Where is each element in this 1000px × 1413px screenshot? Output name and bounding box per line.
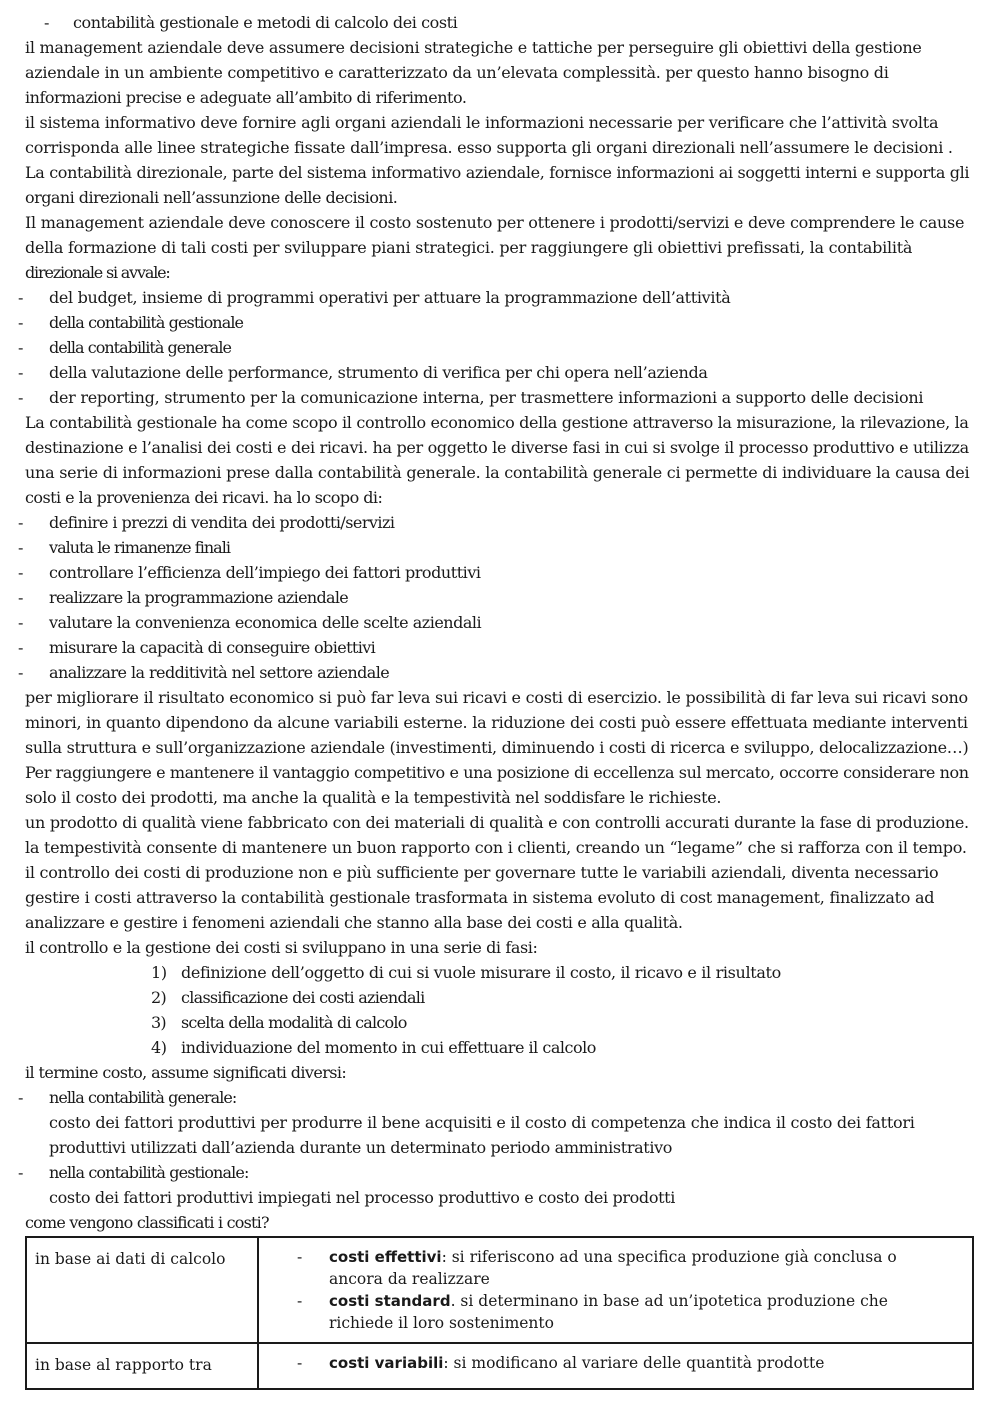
table-cell-items (258, 1343, 973, 1389)
list-item (0, 335, 1000, 360)
bullet-dash: - (297, 1248, 303, 1266)
cost-meaning-line: costo dei fattori produttivi impiegati nel processo produttivo e costo dei prodotti (49, 1188, 676, 1207)
paragraph-line: destinazione e l’analisi dei costi e dei ricavi. ha per oggetto le diverse fasi in cui si svolge il processo produttivo e utilizza (25, 438, 969, 457)
paragraph-line: aziendale in un ambiente competitivo e caratterizzato da un’elevata complessità. per questo hanno bisogno di (25, 63, 889, 82)
table-cell-items (258, 1237, 973, 1343)
phase-text: individuazione del momento in cui effettuare il calcolo (181, 1038, 596, 1057)
phase-text: classificazione dei costi aziendali (181, 988, 425, 1007)
paragraph-line: il sistema informativo deve fornire agli organi aziendali le informazioni necessarie per verificare che l’attività svolta (25, 113, 939, 132)
cost-term-separator: . (450, 1292, 456, 1310)
list-item (0, 310, 1000, 335)
list-item (0, 635, 1000, 660)
table-list-item (259, 1290, 954, 1334)
bullet-dash: - (18, 338, 23, 357)
table-row (26, 1343, 973, 1389)
paragraph-line: il management aziendale deve assumere decisioni strategiche e tattiche per perseguire gli obiettivi della gestione (25, 38, 922, 57)
bullet-dash: - (297, 1292, 303, 1310)
paragraph-line: sulla struttura e sull’organizzazione aziendale (investimenti, diminuendo i costi di ricerca e sviluppo, delocalizzazione…) (25, 738, 969, 757)
paragraph-line: solo il costo dei prodotti, ma anche la qualità e la tempestività nel soddisfare le richieste. (25, 788, 722, 807)
heading-list-item (0, 10, 1000, 35)
paragraph-line: il controllo dei costi di produzione non e più sufficiente per governare tutte le variabili aziendali, diventa necessario (25, 863, 939, 882)
phase-number: 4) (151, 1038, 167, 1057)
cost-classification-table (25, 1236, 974, 1390)
cost-meaning-label-text: nella contabilità generale: (49, 1088, 237, 1107)
paragraph-line: come vengono classificati i costi? (25, 1213, 269, 1232)
list-item (0, 560, 1000, 585)
cost-definition: si modificano al variare delle quantità prodotte (448, 1354, 825, 1372)
paragraph-line: gestire i costi attraverso la contabilità gestionale trasformata in sistema evoluto di cost management, finalizzato ad (25, 888, 935, 907)
paragraph-line: La contabilità direzionale, parte del sistema informativo aziendale, fornisce informazioni ai soggetti interni e supporta gli (25, 163, 970, 182)
phase-number: 1) (151, 963, 167, 982)
list-item-text: der reporting, strumento per la comunicazione interna, per trasmettere informazioni a supporto delle decisioni (49, 388, 924, 407)
document-page (0, 10, 1000, 1374)
table-list-item (259, 1352, 954, 1374)
paragraph-line: Il management aziendale deve conoscere il costo sostenuto per ottenere i prodotti/servizi e deve comprendere le cause (25, 213, 965, 232)
paragraph-line: una serie di informazioni prese dalla contabilità generale. la contabilità generale ci permette di individuare la causa dei (25, 463, 970, 482)
bullet-dash: - (18, 638, 23, 657)
phase-text: definizione dell’oggetto di cui si vuole misurare il costo, il ricavo e il risultato (181, 963, 781, 982)
phase-list-item (0, 960, 1000, 985)
paragraph-line: minori, in quanto dipendono da alcune variabili esterne. la riduzione dei costi può essere effettuata mediante interventi (25, 713, 968, 732)
paragraph-line: il controllo e la gestione dei costi si sviluppano in una serie di fasi: (25, 938, 538, 957)
bullet-dash: - (18, 1088, 23, 1107)
list-item (0, 285, 1000, 310)
bullet-dash: - (18, 1163, 23, 1182)
list-item-text: controllare l’efficienza dell’impiego dei fattori produttivi (49, 563, 481, 582)
cost-meaning-label (0, 1085, 1000, 1110)
list-item-text: valutare la convenienza economica delle scelte aziendali (49, 613, 482, 632)
table-cell-criterion: in base al rapporto tra (26, 1343, 258, 1389)
bullet-dash: - (44, 13, 49, 32)
paragraph-line: Per raggiungere e mantenere il vantaggio competitivo e una posizione di eccellenza sul mercato, occorre considerare non (25, 763, 969, 782)
cost-term: costi standard (329, 1292, 451, 1310)
bullet-dash: - (18, 538, 23, 557)
cost-definition: si determinano in base ad un’ipotetica produzione che richiede il loro sostenimento (329, 1292, 888, 1332)
bullet-dash: - (18, 363, 24, 382)
table-cell-criterion: in base ai dati di calcolo (26, 1237, 258, 1343)
phase-number: 3) (151, 1013, 166, 1032)
table-list-item (259, 1246, 954, 1290)
bullet-dash: - (18, 588, 23, 607)
list-item (0, 510, 1000, 535)
list-item-text: misurare la capacità di conseguire obiettivi (49, 638, 376, 657)
list-item-text: analizzare la redditività nel settore aziendale (49, 663, 390, 682)
list-item (0, 535, 1000, 560)
cost-meaning-label-text: nella contabilità gestionale: (49, 1163, 249, 1182)
list-item (0, 360, 1000, 385)
paragraph-line: corrisponda alle linee strategiche fissate dall’impresa. esso supporta gli organi direzionali nell’assumere le decisioni . (25, 138, 953, 157)
list-item (0, 585, 1000, 610)
paragraph-line: direzionale si avvale: (25, 263, 170, 282)
list-item-text: definire i prezzi di vendita dei prodotti/servizi (49, 513, 395, 532)
bullet-dash: - (18, 288, 24, 307)
bullet-dash: - (297, 1354, 303, 1372)
phase-text: scelta della modalità di calcolo (181, 1013, 407, 1032)
paragraph-line: La contabilità gestionale ha come scopo il controllo economico della gestione attraverso la misurazione, la rilevazione, la (25, 413, 969, 432)
phase-list-item (0, 1035, 1000, 1060)
cost-term: costi variabili (329, 1354, 444, 1372)
bullet-dash: - (18, 563, 23, 582)
list-item (0, 610, 1000, 635)
phase-list-item (0, 985, 1000, 1010)
cost-meaning-line: produttivi utilizzati dall’azienda durante un determinato periodo amministrativo (49, 1138, 673, 1157)
bullet-dash: - (18, 313, 23, 332)
cost-term-separator: : (441, 1248, 447, 1266)
list-item (0, 660, 1000, 685)
paragraph-line: organi direzionali nell’assunzione delle decisioni. (25, 188, 398, 207)
bullet-dash: - (18, 388, 24, 407)
cost-meaning-label (0, 1160, 1000, 1185)
paragraph-line: per migliorare il risultato economico si può far leva sui ricavi e costi di esercizio. le possibilità di far leva sui ricavi sono (25, 688, 968, 707)
list-item-text: della contabilità gestionale (49, 313, 244, 332)
list-item-text: della valutazione delle performance, strumento di verifica per chi opera nell’azienda (49, 363, 708, 382)
heading-item-text: contabilità gestionale e metodi di calcolo dei costi (73, 13, 458, 32)
cost-term: costi effettivi (329, 1248, 442, 1266)
list-item-text: realizzare la programmazione aziendale (49, 588, 349, 607)
bullet-dash: - (18, 513, 23, 532)
paragraph-line: costi e la provenienza dei ricavi. ha lo scopo di: (25, 488, 383, 507)
paragraph-line: il termine costo, assume significati diversi: (25, 1063, 347, 1082)
paragraph-line: informazioni precise e adeguate all’ambito di riferimento. (25, 88, 467, 107)
cost-term-separator: : (443, 1354, 449, 1372)
cost-definition: si riferiscono ad una specifica produzione già conclusa o ancora da realizzare (329, 1248, 897, 1288)
cost-meaning-line: costo dei fattori produttivi per produrre il bene acquisiti e il costo di competenza che indica il costo dei fattori (49, 1113, 915, 1132)
phase-list-item (0, 1010, 1000, 1035)
bullet-dash: - (18, 613, 23, 632)
paragraph-line: della formazione di tali costi per sviluppare piani strategici. per raggiungere gli obiettivi prefissati, la contabilità (25, 238, 913, 257)
list-item (0, 385, 1000, 410)
paragraph-line: la tempestività consente di mantenere un buon rapporto con i clienti, creando un “legame” che si rafforza con il tempo. (25, 838, 967, 857)
phase-number: 2) (151, 988, 166, 1007)
list-item-text: del budget, insieme di programmi operativi per attuare la programmazione dell’attività (49, 288, 731, 307)
paragraph-line: un prodotto di qualità viene fabbricato con dei materiali di qualità e con controlli accurati durante la fase di produzione. (25, 813, 969, 832)
list-item-text: valuta le rimanenze finali (49, 538, 231, 557)
bullet-dash: - (18, 663, 23, 682)
table-row (26, 1237, 973, 1343)
list-item-text: della contabilità generale (49, 338, 231, 357)
paragraph-line: analizzare e gestire i fenomeni aziendali che stanno alla base dei costi e alla qualità. (25, 913, 683, 932)
